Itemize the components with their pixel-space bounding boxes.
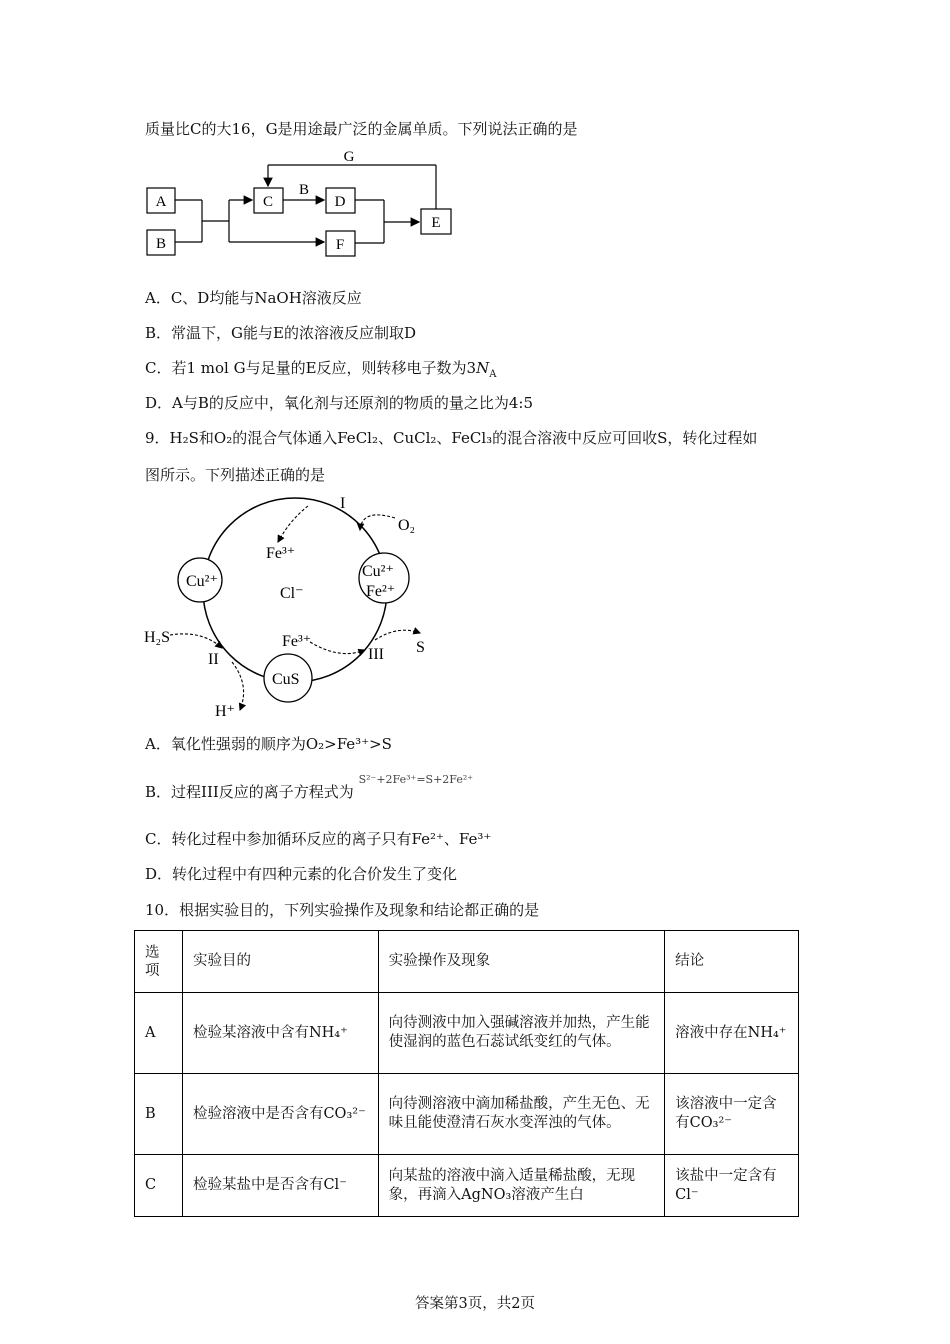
label-F: F <box>335 237 345 253</box>
label-cus: CuS <box>272 671 300 688</box>
label-cu-right: Cu²⁺ <box>362 563 394 580</box>
label-edge-B: B <box>298 182 310 198</box>
q9-cycle-diagram <box>140 490 440 725</box>
header-operation: 实验操作及现象 <box>378 931 665 993</box>
q9-option-b-formula: S²⁻+2Fe³⁺=S+2Fe²⁺ <box>358 773 474 786</box>
cell-option: C <box>135 1155 183 1217</box>
q8-option-a: A．C、D均能与NaOH溶液反应 <box>145 289 362 307</box>
label-fe-right: Fe²⁺ <box>366 583 396 600</box>
q9-option-c: C．转化过程中参加循环反应的离子只有Fe²⁺、Fe³⁺ <box>145 830 492 848</box>
label-H: H⁺ <box>215 703 235 720</box>
q10-table <box>134 930 799 1217</box>
cell-conclusion: 该盐中一定含有Cl⁻ <box>665 1155 799 1217</box>
label-fe3-bottom: Fe³⁺ <box>282 633 312 650</box>
cell-operation: 向待测液中加入强碱溶液并加热，产生能使湿润的蓝色石蕊试纸变红的气体。 <box>378 993 665 1074</box>
q8-option-d: D．A与B的反应中，氧化剂与还原剂的物质的量之比为4:5 <box>145 394 534 412</box>
page-footer: 答案第3页，共2页 <box>415 1296 535 1312</box>
q9-option-a: A．氧化性强弱的顺序为O₂>Fe³⁺>S <box>145 735 392 753</box>
label-C: C <box>262 194 274 210</box>
cell-purpose: 检验某盐中是否含有Cl⁻ <box>182 1155 378 1217</box>
cell-conclusion: 溶液中存在NH₄⁺ <box>665 993 799 1074</box>
q9-option-d: D．转化过程中有四种元素的化合价发生了变化 <box>145 865 458 883</box>
q9-option-b: B．过程III反应的离子方程式为 $^{S^{2-}+2Fe^{3+}=S+2Fe^{2+}}$ <box>145 773 474 801</box>
q8-stem-tail: 质量比C的大16，G是用途最广泛的金属单质。下列说法正确的是 <box>145 120 578 138</box>
label-O2: O₂ <box>398 517 416 534</box>
cell-conclusion: 该溶液中一定含有CO₃²⁻ <box>665 1074 799 1155</box>
cell-option: B <box>135 1074 183 1155</box>
label-B: B <box>155 236 167 252</box>
label-D: D <box>334 194 346 210</box>
q9-stem-line2: 图所示。下列描述正确的是 <box>145 466 326 484</box>
label-fe3-top: Fe³⁺ <box>266 545 296 562</box>
header-purpose: 实验目的 <box>182 931 378 993</box>
label-A: A <box>155 194 167 210</box>
label-E: E <box>431 215 441 231</box>
header-option: 选项 <box>135 931 183 993</box>
q8-option-c: C．若1 mol G与足量的E反应，则转移电子数为$3N_A$ <box>145 359 497 380</box>
label-I: I <box>340 495 346 512</box>
header-conclusion: 结论 <box>665 931 799 993</box>
label-III: III <box>368 646 384 663</box>
label-II: II <box>208 651 219 668</box>
label-cl: Cl⁻ <box>280 585 304 602</box>
cell-operation: 向某盐的溶液中滴入适量稀盐酸，无现象，再滴入AgNO₃溶液产生白 <box>378 1155 665 1217</box>
table-row <box>135 1074 799 1155</box>
cell-purpose: 检验某溶液中含有NH₄⁺ <box>182 993 378 1074</box>
label-cu-left: Cu²⁺ <box>186 573 218 590</box>
q9-stem-line1: 9．H₂S和O₂的混合气体通入FeCl₂、CuCl₂、FeCl₃的混合溶液中反应可回收S，转化过程如 <box>145 429 758 447</box>
table-row <box>135 993 799 1074</box>
q8-flow-diagram <box>140 146 470 261</box>
cell-purpose: 检验溶液中是否含有CO₃²⁻ <box>182 1074 378 1155</box>
q8-option-b: B．常温下，G能与E的浓溶液反应制取D <box>145 324 416 342</box>
label-h2s: H₂S <box>144 629 171 646</box>
table-header-row <box>135 931 799 993</box>
label-S: S <box>416 639 425 656</box>
q10-stem: 10．根据实验目的，下列实验操作及现象和结论都正确的是 <box>145 901 540 919</box>
label-G: G <box>343 149 355 165</box>
cell-option: A <box>135 993 183 1074</box>
cell-operation: 向待测溶液中滴加稀盐酸，产生无色、无味且能使澄清石灰水变浑浊的气体。 <box>378 1074 665 1155</box>
table-row <box>135 1155 799 1217</box>
